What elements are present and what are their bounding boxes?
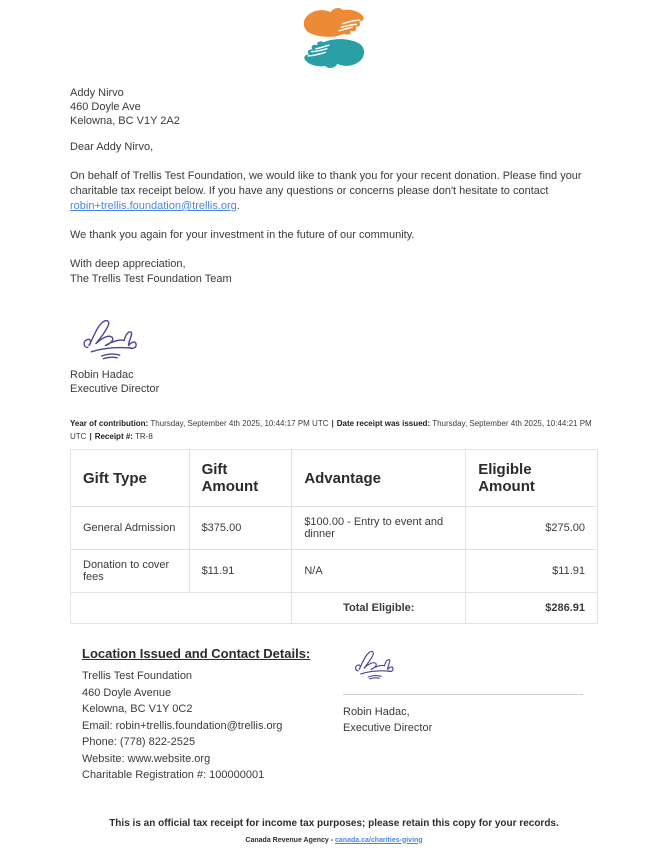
cell-gift-amount: $11.91: [189, 550, 292, 593]
org-phone-line: Phone: (778) 822-2525: [82, 736, 196, 748]
signature-divider-line: [343, 694, 583, 695]
cell-gift-type: General Admission: [71, 507, 190, 550]
recipient-address-line2: Kelowna, BC V1Y 2A2: [70, 115, 180, 127]
footer: [70, 818, 598, 844]
receipt-number-label: Receipt #:: [94, 432, 133, 441]
cell-advantage: N/A: [292, 550, 466, 593]
total-row-spacer: [71, 593, 292, 624]
meta-divider-2: |: [89, 432, 92, 441]
bottom-section: [70, 646, 598, 784]
org-address-line1: 460 Doyle Avenue: [82, 686, 172, 699]
signature-image-large: [76, 313, 598, 368]
cra-reference-line: [70, 837, 598, 844]
logo-container: [70, 5, 598, 76]
cell-advantage: $100.00 - Entry to event and dinner: [292, 507, 466, 550]
header-advantage: Advantage: [292, 450, 466, 507]
signatory-title: Executive Director: [70, 383, 160, 395]
salutation: Dear Addy Nirvo,: [70, 141, 154, 153]
table-row: [71, 507, 598, 550]
signature-image-small: [343, 646, 583, 687]
letter-paragraph-1: [70, 169, 598, 214]
recipient-address-block: [70, 86, 598, 128]
receipt-meta-line: [70, 417, 598, 443]
two-hands-logo-icon: [297, 5, 371, 71]
contact-email-link[interactable]: robin+trellis.foundation@trellis.org: [70, 200, 237, 212]
signatory-block-right: [343, 704, 583, 736]
cell-eligible-amount: $11.91: [466, 550, 598, 593]
signature-scribble-icon: [351, 646, 409, 682]
closing-line-2: The Trellis Test Foundation Team: [70, 273, 232, 285]
header-gift-amount: Gift Amount: [189, 450, 292, 507]
signature-scribble-icon: [76, 313, 160, 363]
header-gift-type: Gift Type: [71, 450, 190, 507]
letter-paragraph-2: We thank you again for your investment in the future of our community.: [70, 229, 415, 241]
closing-line-1: With deep appreciation,: [70, 258, 186, 270]
receipt-number-value: TR-8: [132, 432, 153, 441]
signatory-name-right: Robin Hadac,: [343, 706, 410, 718]
org-address-line2: Kelowna, BC V1Y 0C2: [82, 703, 193, 715]
table-total-row: [71, 593, 598, 624]
letter-closing: [70, 257, 598, 287]
org-website-line: Website: www.website.org: [82, 752, 211, 765]
org-registration-line: Charitable Registration #: 100000001: [82, 769, 265, 781]
cell-gift-type: Donation to cover fees: [71, 550, 190, 593]
paragraph-period: .: [236, 200, 240, 212]
signatory-block: [70, 368, 598, 396]
signatory-name: Robin Hadac: [70, 369, 134, 381]
table-row: [71, 550, 598, 593]
year-of-contribution-value: Thursday, September 4th 2025, 10:44:17 PM UTC: [148, 419, 329, 428]
gift-receipt-table: [70, 449, 598, 624]
cra-text: Canada Revenue Agency -: [245, 836, 336, 844]
date-issued-value: Thursday, September 4th 2025, 10:44:21 PM UTC: [70, 419, 592, 441]
location-contact-heading: Location Issued and Contact Details:: [82, 646, 311, 661]
date-issued-label: Date receipt was issued:: [336, 419, 431, 428]
paragraph-text: On behalf of Trellis Test Foundation, we would like to thank you for your recent donation. Please find your charitable tax receipt below. If you have any questions or concerns please don't hesitate to contact: [70, 170, 582, 197]
cell-eligible-amount: $275.00: [466, 507, 598, 550]
total-eligible-label: Total Eligible:: [292, 593, 466, 624]
org-name: Trellis Test Foundation: [82, 670, 193, 682]
signatory-title-right: Executive Director: [343, 722, 433, 734]
location-contact-details: [70, 646, 343, 784]
year-of-contribution-label: Year of contribution:: [70, 419, 149, 428]
total-eligible-value: $286.91: [466, 593, 598, 624]
cell-gift-amount: $375.00: [189, 507, 292, 550]
signature-block-right: [343, 646, 583, 784]
recipient-name: Addy Nirvo: [70, 87, 124, 99]
org-email-line: Email: robin+trellis.foundation@trellis.org: [82, 719, 283, 732]
recipient-address-line1: 460 Doyle Ave: [70, 101, 141, 113]
official-receipt-notice: This is an official tax receipt for income tax purposes; please retain this copy for your records.: [109, 817, 559, 829]
cra-charities-link[interactable]: canada.ca/charities-giving: [335, 836, 423, 844]
table-header-row: [71, 450, 598, 507]
meta-divider-1: |: [331, 419, 334, 428]
header-eligible-amount: Eligible Amount: [466, 450, 598, 507]
